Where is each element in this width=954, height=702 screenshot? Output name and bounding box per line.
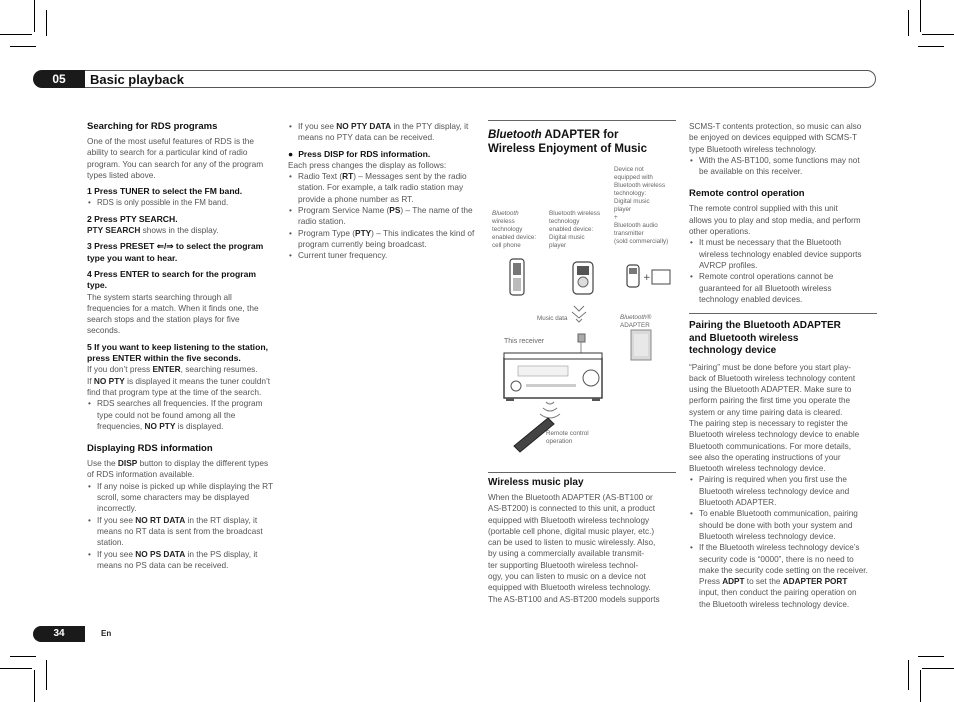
text-line: wireless technology enabled device supports — [699, 249, 862, 259]
text: ) – The name of the radio station. — [298, 205, 473, 227]
bt-heading — [488, 128, 676, 156]
display-code: PTY SEARCH — [87, 225, 141, 236]
text: Remote control — [546, 430, 589, 437]
section-rule — [488, 472, 676, 473]
wireless-music-body — [488, 492, 680, 605]
button-name: ADPT — [722, 577, 745, 587]
bt-adapter-heading-2: Wireless Enjoyment of Music — [488, 143, 648, 155]
language-code: En — [101, 629, 112, 638]
text-line: Bluetooth communications. For more details, — [689, 441, 852, 451]
text-line: Bluetooth wireless technology device. — [699, 531, 836, 541]
text-line: the Bluetooth wireless technology device. — [699, 599, 850, 609]
column-1 — [87, 121, 275, 571]
text: Program Service Name ( — [298, 205, 390, 216]
disp-item-freq: • Current tuner frequency. — [288, 250, 476, 261]
crop-mark — [918, 46, 944, 47]
text-line: Bluetooth wireless technology device to enable — [689, 430, 860, 440]
display-code: NO RT DATA — [135, 514, 186, 525]
text-line: Bluetooth ADAPTER. — [699, 498, 777, 508]
text: If — [87, 375, 94, 386]
text-line: type Bluetooth wireless technology. — [689, 144, 817, 154]
text-line: equipped with Bluetooth wireless technology — [488, 515, 650, 525]
pairing-body — [689, 362, 881, 475]
code: RT — [342, 171, 354, 182]
remote-note-2 — [689, 271, 881, 305]
text: ADAPTER for — [541, 129, 619, 141]
text: Bluetooth wireless — [549, 210, 601, 217]
text-line: The pairing step is necessary to register the — [689, 418, 848, 428]
display-note-1: • If any noise is picked up while displaying the RT scroll, some characters may be displayed incorrectly. — [87, 481, 275, 515]
crop-mark — [46, 660, 47, 690]
text: If you don’t press — [87, 364, 153, 375]
text: Program Type ( — [298, 227, 356, 238]
step-5-body-2 — [87, 376, 275, 399]
fig-label-phone — [492, 210, 552, 250]
text: Radio Text ( — [298, 171, 343, 182]
av-receiver-icon — [504, 353, 602, 401]
wireless-music-heading: Wireless music play — [488, 477, 584, 488]
wireless-signal-icon — [572, 306, 586, 322]
text-line: be available on this receiver. — [699, 167, 803, 177]
text: in the PTY display, it means no PTY data can be received. — [298, 121, 469, 143]
step-1: 1 Press TUNER to select the FM band. — [87, 186, 243, 197]
text: Device not — [614, 166, 644, 173]
rds-search-heading: Searching for RDS programs — [87, 121, 218, 132]
text: (sold commercially) — [614, 238, 669, 245]
text-line: back of Bluetooth wireless technology content — [689, 373, 856, 383]
text-line: allows you to play and stop media, and perform — [689, 215, 861, 225]
step-5-note — [87, 398, 275, 432]
rds-display-intro — [87, 458, 275, 481]
text: cell phone — [492, 242, 521, 249]
remote-note-1 — [689, 237, 881, 271]
text: ) – Messages sent by the radio station. For example, a talk radio station may provide a phone number as RT. — [298, 171, 467, 204]
pairing-heading: Pairing the Bluetooth ADAPTER — [689, 320, 841, 331]
text: Digital music — [614, 198, 650, 205]
text-line: • With the AS-BT100, some functions may not — [699, 155, 860, 165]
scms-note — [689, 155, 881, 178]
text-line: by using a commercially available transmit- — [488, 549, 645, 559]
text: to set the — [744, 577, 783, 587]
text-line: be enjoyed on devices equipped with SCMS-T — [689, 133, 857, 143]
text: technology — [492, 226, 523, 233]
text: Bluetooth wireless — [614, 182, 666, 189]
text-line: (portable cell phone, digital music player, etc.) — [488, 526, 655, 536]
text-line: other operations. — [689, 227, 751, 237]
text-line: should be done with both your system and — [699, 520, 853, 530]
text: , searching resumes. — [180, 364, 258, 375]
remote-control-heading: Remote control operation — [689, 188, 805, 200]
text-line: ogy, you can listen to music on a device not — [488, 572, 646, 582]
text: player — [614, 206, 632, 213]
button-name: ENTER — [152, 364, 181, 375]
text-line: AS-BT200) is connected to this unit, a product — [488, 504, 656, 514]
text: button to display the different types of RDS information available. — [87, 458, 269, 480]
text: Digital music — [549, 234, 585, 241]
fig-label-transmitter — [614, 166, 680, 246]
step-5-body — [87, 364, 275, 375]
display-code: NO PTY — [93, 375, 125, 386]
column-4 — [689, 121, 881, 305]
pairing-heading: and Bluetooth wireless — [689, 332, 799, 344]
text: is displayed. — [175, 420, 224, 431]
disp-item-rt — [288, 171, 476, 205]
text-line: input, then conduct the pairing operation on — [699, 588, 857, 598]
pairing-heading: technology device — [689, 345, 777, 356]
text: ADAPTER — [620, 322, 650, 329]
text-line: security code is “0000”, there is no need to — [699, 554, 854, 564]
step-2: 2 Press PTY SEARCH. — [87, 213, 178, 224]
text-line: system or any time pairing data is cleared. — [689, 407, 843, 417]
text: player — [549, 242, 567, 249]
button-name: DISP — [117, 458, 138, 469]
crop-mark — [0, 34, 32, 35]
crop-mark — [918, 656, 944, 657]
step-dot: ● — [288, 148, 294, 159]
remote-signal-icon — [540, 402, 560, 418]
text-line: The AS-BT100 and AS-BT200 models supports — [488, 594, 660, 604]
crop-mark — [920, 670, 921, 702]
chapter-number: 05 — [33, 70, 85, 88]
adapter-plug-icon — [578, 334, 585, 342]
svg-text:+: + — [643, 273, 651, 283]
text-line: perform pairing the first time you operate the — [689, 396, 851, 406]
step-3: 3 Press PRESET ⇐/⇒ to select the program type you want to hear. — [87, 241, 264, 263]
crop-mark — [34, 0, 35, 32]
music-player-icon — [573, 262, 593, 294]
chapter-title: Basic playback — [85, 70, 876, 88]
text: equipped with — [614, 174, 653, 181]
crop-mark — [10, 46, 36, 47]
text: If you see — [97, 514, 136, 525]
column-2 — [288, 121, 476, 262]
text: in the RT display, it means no RT data is sent from the broadcast station. — [97, 514, 263, 548]
fig-label-player — [549, 210, 613, 250]
text: RDS searches all frequencies. If the program type could not be found among all the frequencies, — [97, 398, 263, 431]
text: technology: — [614, 190, 647, 197]
text-line: Bluetooth wireless technology device. — [689, 464, 826, 474]
crop-mark — [920, 0, 921, 32]
display-code: NO PTY DATA — [336, 121, 392, 131]
code: PS — [389, 205, 401, 216]
text-line: using the Bluetooth ADAPTER. Make sure to — [689, 385, 852, 395]
crop-mark — [0, 668, 32, 669]
text-line: ter supporting Bluetooth wireless technol- — [488, 560, 639, 570]
section-rule — [689, 313, 877, 314]
crop-mark — [908, 10, 909, 36]
text-line: equipped with Bluetooth wireless technology. — [488, 583, 651, 593]
page-number: 34 — [33, 626, 85, 642]
text-line: • Remote control operations cannot be — [699, 272, 834, 282]
bt-adapter-heading — [488, 128, 676, 142]
remote-control-icon — [514, 418, 554, 452]
text: Press — [699, 577, 723, 587]
step-5: 5 If you want to keep listening to the station, press ENTER within the five seconds. — [87, 341, 268, 364]
display-note-3 — [87, 549, 275, 572]
crop-mark — [922, 668, 954, 669]
fig-label-receiver: This receiver — [504, 338, 545, 345]
remote-control-body — [689, 203, 881, 237]
text: in the PS display, it means no PS data can be received. — [97, 548, 258, 570]
text: transmitter — [614, 230, 644, 237]
text-line: When the Bluetooth ADAPTER (AS-BT100 or — [488, 493, 653, 502]
display-code: NO PTY — [144, 420, 176, 431]
text-line: • Pairing is required when you first use the — [699, 475, 847, 485]
bluetooth-diagram — [488, 250, 688, 460]
text: wireless — [492, 218, 515, 225]
rds-display-heading: Displaying RDS information — [87, 443, 213, 455]
pairing-section — [689, 320, 881, 610]
crop-mark — [922, 34, 954, 35]
text-line: • If the Bluetooth wireless technology device’s — [699, 543, 860, 553]
pairing-note-3 — [689, 542, 881, 610]
text-line: make the security code setting on the receiver. — [699, 565, 868, 575]
step-4: 4 Press ENTER to search for the program type. — [87, 268, 257, 291]
display-code: ADAPTER PORT — [782, 577, 848, 587]
disp-step — [288, 149, 476, 160]
pairing-note-2 — [689, 508, 881, 542]
code: PTY — [355, 227, 372, 238]
text-line: The remote control supplied with this unit — [689, 204, 838, 214]
text-line: • It must be necessary that the Bluetooth — [699, 238, 841, 248]
cell-phone-icon — [510, 259, 524, 295]
text: Bluetooth — [492, 210, 519, 217]
crop-mark — [46, 10, 47, 36]
text: is displayed it means the tuner couldn’t find that program type at the time of the search. — [87, 375, 271, 397]
text-line: see also the operating instructions of your — [689, 452, 841, 462]
disp-item-ps — [288, 205, 476, 228]
text: Bluetooth® — [620, 314, 652, 321]
step-2-text: shows in the display. — [140, 225, 219, 236]
wireless-music-section — [488, 477, 680, 605]
text-line: guaranteed for all Bluetooth wireless — [699, 283, 832, 293]
text: + — [614, 214, 618, 221]
crop-mark — [10, 656, 36, 657]
step-1-note: • RDS is only possible in the FM band. — [87, 197, 275, 208]
crop-mark — [34, 670, 35, 702]
text-line: technology enabled devices. — [699, 294, 803, 304]
disp-each-press: Each press changes the display as follows: — [288, 159, 447, 170]
pairing-note-1 — [689, 474, 881, 508]
text: If you see — [97, 548, 136, 559]
text: operation — [546, 438, 573, 445]
fig-label-music-data: Music data — [537, 315, 568, 322]
crop-mark — [908, 660, 909, 690]
bluetooth-adapter-icon — [631, 330, 651, 360]
text: Use the — [87, 458, 118, 469]
text: Press DISP for RDS information. — [298, 148, 431, 159]
text-line: “Pairing” must be done before you start play- — [689, 362, 852, 372]
non-bluetooth-player-icon — [627, 265, 670, 287]
text-line — [699, 576, 881, 587]
text: If you see — [298, 121, 337, 131]
text-line: • To enable Bluetooth communication, pairing — [699, 509, 858, 519]
text: enabled device: — [549, 226, 594, 233]
text: Bluetooth — [488, 129, 542, 141]
text: technology — [549, 218, 580, 225]
text: ) – This indicates the kind of program currently being broadcast. — [298, 227, 475, 249]
step-4-body: The system starts searching through all frequencies for a match. When it finds one, the search stops and the station plays for five seconds. — [87, 291, 259, 336]
text: Bluetooth audio — [614, 222, 658, 229]
text-line: Bluetooth wireless technology device and — [699, 486, 850, 496]
display-note-2 — [87, 515, 275, 549]
text-line: AVRCP profiles. — [699, 260, 758, 270]
rds-intro: One of the most useful features of RDS is the ability to search for a particular kind of radio program. You can search for any of the program types listed above. — [87, 136, 264, 180]
pty-note — [288, 121, 476, 144]
text-line: can be used to listen to music wirelessly. Also, — [488, 538, 656, 548]
text-line: SCMS-T contents protection, so music can also — [689, 122, 862, 131]
section-rule — [488, 120, 676, 121]
step-2-body — [87, 225, 275, 236]
text: enabled device: — [492, 234, 537, 241]
disp-item-pty — [288, 228, 476, 251]
display-code: NO PS DATA — [135, 548, 186, 559]
